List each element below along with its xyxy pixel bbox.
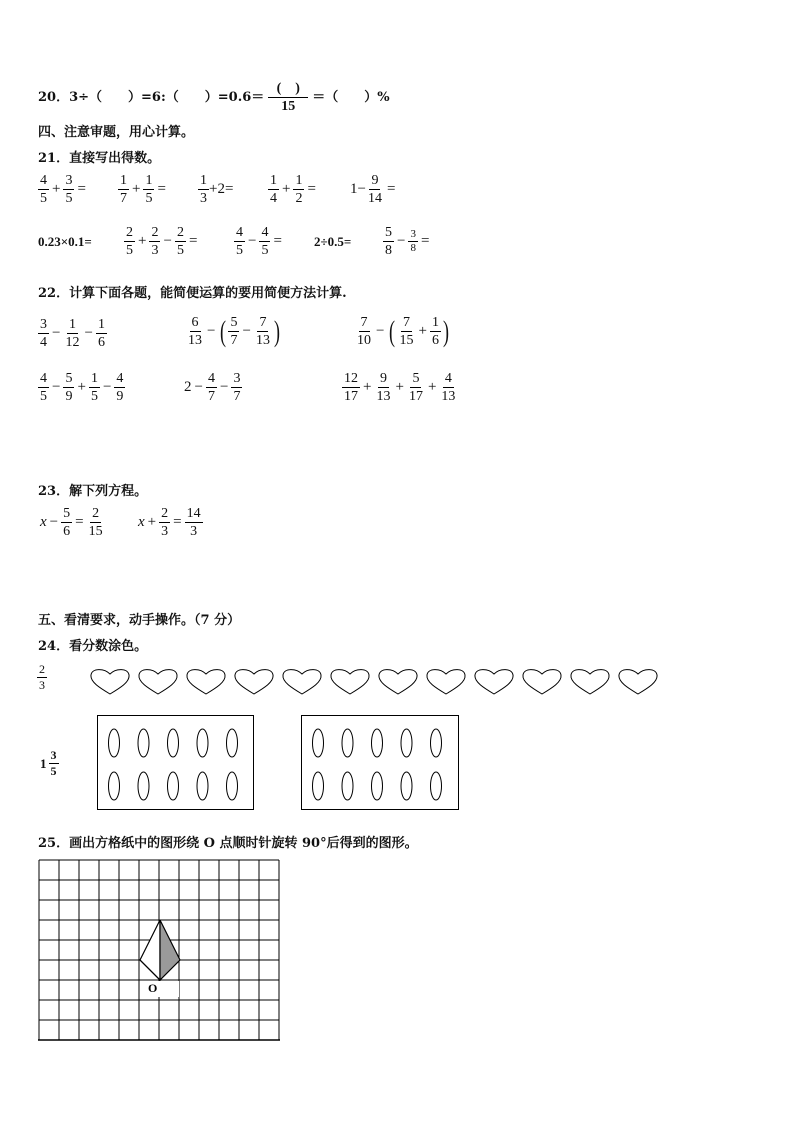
oval-shape[interactable] — [372, 729, 383, 757]
q24-mixed-number: 1 3 5 — [40, 748, 57, 778]
q22-expr-4: 4 5 − $\frac{5}{9}$ + $\frac{1}{5}$ − $\frac{4}{9}$ — [40, 371, 124, 404]
heart-shape[interactable] — [331, 670, 369, 694]
ellipse-group-1 — [98, 716, 253, 809]
oval-shape[interactable] — [342, 772, 353, 800]
q20-text2: ＝（ ）% — [312, 90, 390, 105]
question-21-title: 21．直接写出得数。 — [38, 151, 161, 166]
heart-shape[interactable] — [379, 670, 417, 694]
oval-shape[interactable] — [401, 772, 412, 800]
q21-item-4: 1 4 + $\frac{1}{2}$ = — [270, 173, 316, 206]
oval-shape[interactable] — [431, 729, 442, 757]
oval-shape[interactable] — [197, 772, 208, 800]
ellipse-group-2 — [302, 716, 458, 809]
oval-shape[interactable] — [372, 772, 383, 800]
oval-shape[interactable] — [168, 772, 179, 800]
q22-expr-3: 7 10 − ( 7 15 + $\frac{1}{6}$ ) — [357, 314, 449, 348]
q21-item-5: 1− $\frac{9}{14}$ = — [350, 173, 396, 206]
q23-equation-2: x + $\frac{2}{3}$ = $\frac{14}{3}$ — [138, 506, 201, 539]
ellipse-box-2 — [301, 715, 459, 810]
q22-expr-1: 3 4 − $\frac{1}{12}$ − $\frac{1}{6}$ — [40, 317, 105, 350]
question-23-title: 23．解下列方程。 — [38, 484, 148, 499]
q21-item-3: 1 3 +2= — [200, 173, 234, 206]
oval-shape[interactable] — [401, 729, 412, 757]
q22-expr-5: 2 − $\frac{4}{7}$ − $\frac{3}{7}$ — [184, 371, 241, 404]
q21-item-6: 0.23×0.1= — [38, 234, 92, 249]
question-25-title: 25．画出方格纸中的图形绕 O 点顺时针旋转 90°后得到的图形。 — [38, 836, 418, 851]
q20-fraction: ( ) 15 — [268, 80, 308, 115]
q22-expr-2: 6 13 − ( 5 7 − $\frac{7}{13}$ ) — [188, 314, 280, 348]
oval-shape[interactable] — [227, 729, 238, 757]
question-22-title: 22．计算下面各题，能简便运算的要用简便方法计算. — [38, 286, 347, 301]
oval-shape[interactable] — [313, 772, 324, 800]
oval-shape[interactable] — [138, 772, 149, 800]
oval-shape[interactable] — [227, 772, 238, 800]
ellipse-box-1 — [97, 715, 254, 810]
oval-shape[interactable] — [342, 729, 353, 757]
q20-number: 20． — [38, 90, 70, 105]
point-o-label: O — [148, 981, 158, 995]
heart-shape[interactable] — [187, 670, 225, 694]
oval-shape[interactable] — [313, 729, 324, 757]
heart-shape[interactable] — [427, 670, 465, 694]
question-24-title: 24．看分数涂色。 — [38, 639, 148, 654]
q21-item-2: 1 7 + $\frac{1}{5}$ = — [120, 173, 166, 206]
q21-item-8: 4 5 − $\frac{4}{5}$ = — [236, 225, 282, 258]
oval-shape[interactable] — [197, 729, 208, 757]
oval-shape[interactable] — [109, 729, 120, 757]
q21-item-1: 4 5 + $\frac{3}{5}$ = — [40, 173, 86, 206]
oval-shape[interactable] — [431, 772, 442, 800]
oval-shape[interactable] — [138, 729, 149, 757]
q22-expr-6: 12 17 + $\frac{9}{13}$ + $\frac{5}{17}$ + $\frac{4}{13}$ — [344, 371, 456, 404]
q23-equation-1: x − $\frac{5}{6}$ = $\frac{2}{15}$ — [40, 506, 103, 539]
heart-shape[interactable] — [283, 670, 321, 694]
grid-paper — [38, 858, 282, 1042]
heart-shape[interactable] — [91, 670, 129, 694]
oval-shape[interactable] — [168, 729, 179, 757]
section-4-heading: 四、注意审题，用心计算。 — [38, 125, 195, 140]
heart-shape[interactable] — [139, 670, 177, 694]
oval-shape[interactable] — [109, 772, 120, 800]
shape-shaded-half — [160, 920, 180, 980]
heart-shape[interactable] — [475, 670, 513, 694]
q20-text1: 3÷（ ）=6:（ ）=0.6＝ — [69, 90, 265, 105]
question-20 — [38, 80, 390, 115]
q21-item-7: 2 5 + $\frac{2}{3}$ − $\frac{2}{5}$ = — [126, 225, 198, 258]
section-5-heading: 五、看清要求，动手操作。（7 分） — [38, 613, 241, 628]
shape-left-half — [140, 920, 160, 980]
heart-shape[interactable] — [235, 670, 273, 694]
heart-shape[interactable] — [619, 670, 657, 694]
heart-shape[interactable] — [523, 670, 561, 694]
q21-item-10: 5 8 − $\frac{3}{8}$ = — [385, 225, 430, 258]
q24-fraction-1: 2 3 — [39, 662, 45, 692]
hearts-row — [88, 668, 663, 696]
heart-shape[interactable] — [571, 670, 609, 694]
q21-item-9: 2÷0.5= — [314, 234, 352, 249]
